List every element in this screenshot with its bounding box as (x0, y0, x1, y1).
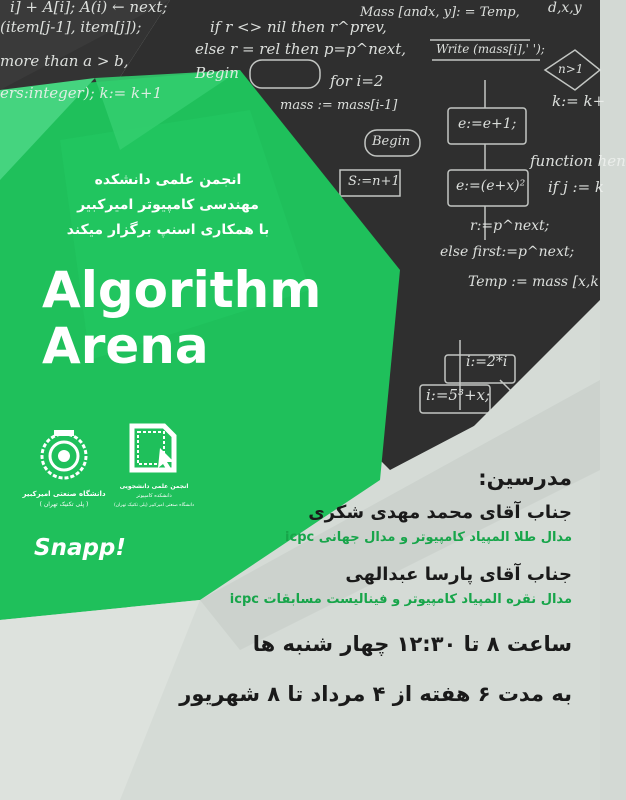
chalk-line: d,x,y (548, 0, 582, 16)
organizer-line: انجمن علمی دانشکده (94, 172, 242, 188)
schedule-duration: به مدت ۶ هفته از ۴ مرداد تا ۸ شهریور (179, 682, 572, 706)
chalk-line: mass := mass[i-1] (280, 98, 398, 113)
university-sub: ( پلی تکنیک تهران ) (39, 501, 89, 508)
info-section (52, 466, 572, 714)
instructor-medal: مدال طلا المپیاد کامپیوتر و مدال جهانی icpc (285, 530, 572, 545)
instructors-heading: مدرسین: (478, 466, 572, 490)
chalk-line: else first:=p^next; (440, 244, 575, 260)
chalk-line: Begin (195, 64, 239, 82)
schedule-time: ساعت ۸ تا ۱۲:۳۰ چهار شنبه ها (252, 632, 572, 656)
snapp-logo: Snapp! (34, 535, 126, 561)
chalk-line: i] + A[i]; A(i) ← next; (10, 0, 168, 16)
chalk-line: (item[j-1], item[j]); (0, 18, 142, 36)
chalk-line: for i=2 (330, 72, 384, 90)
chalk-line: i:=2*i (466, 354, 508, 370)
organizer-text (18, 168, 318, 243)
event-title-line2: Arena (42, 317, 209, 375)
event-title-line1: Algorithm (42, 261, 322, 319)
chalk-line: if r <> nil then r^prev, (210, 18, 387, 36)
university-name: دانشگاه صنعتی امیرکبیر (22, 490, 106, 498)
chalk-line: k:= k+ (552, 92, 606, 110)
chalk-line: function hen (530, 152, 626, 170)
chalk-line: S:=n+1 (348, 174, 400, 189)
chalk-line: more than a > b, (0, 52, 129, 70)
chalk-line: r:=p^next; (470, 218, 550, 234)
instructor-name: جناب آقای محمد مهدی شکری (308, 502, 572, 523)
association-sub2: دانشگاه صنعتی امیرکبیر (پلی تکنیک تهران) (113, 503, 195, 508)
chalk-line: e:=e+1; (458, 116, 517, 132)
association-name: انجمن علمی دانشجویی (119, 483, 189, 490)
association-sub: دانشکده کامپیوتر (136, 493, 172, 499)
chalk-line: ers:integer); k:= k+1 (0, 84, 163, 102)
event-title (42, 262, 321, 374)
organizer-line: مهندسی کامپیوتر امیرکبیر (77, 197, 259, 213)
chalk-line: e:=(e+x)² (456, 178, 526, 194)
instructor-name: جناب آقای پارسا عبدالهی (345, 564, 572, 585)
chalk-line: i:=5³+x; (426, 386, 491, 404)
chalk-line: Write (mass[i],' '); (436, 42, 545, 56)
instructor-medal: مدال نقره المپیاد کامپیوتر و فینالیست مسابقات icpc (229, 592, 572, 607)
chalk-line: else r = rel then p=p^next, (195, 40, 407, 58)
chalk-line: if j := k (548, 178, 605, 196)
chalk-line: n>1 (558, 62, 584, 76)
chalk-line: Temp := mass [x,k (468, 274, 599, 290)
chalk-line: Begin (372, 134, 411, 149)
chalk-line: Mass [andx, y]: = Temp, (360, 5, 520, 20)
organizer-line: با همکاری اسنپ برگزار میکند (66, 222, 270, 238)
